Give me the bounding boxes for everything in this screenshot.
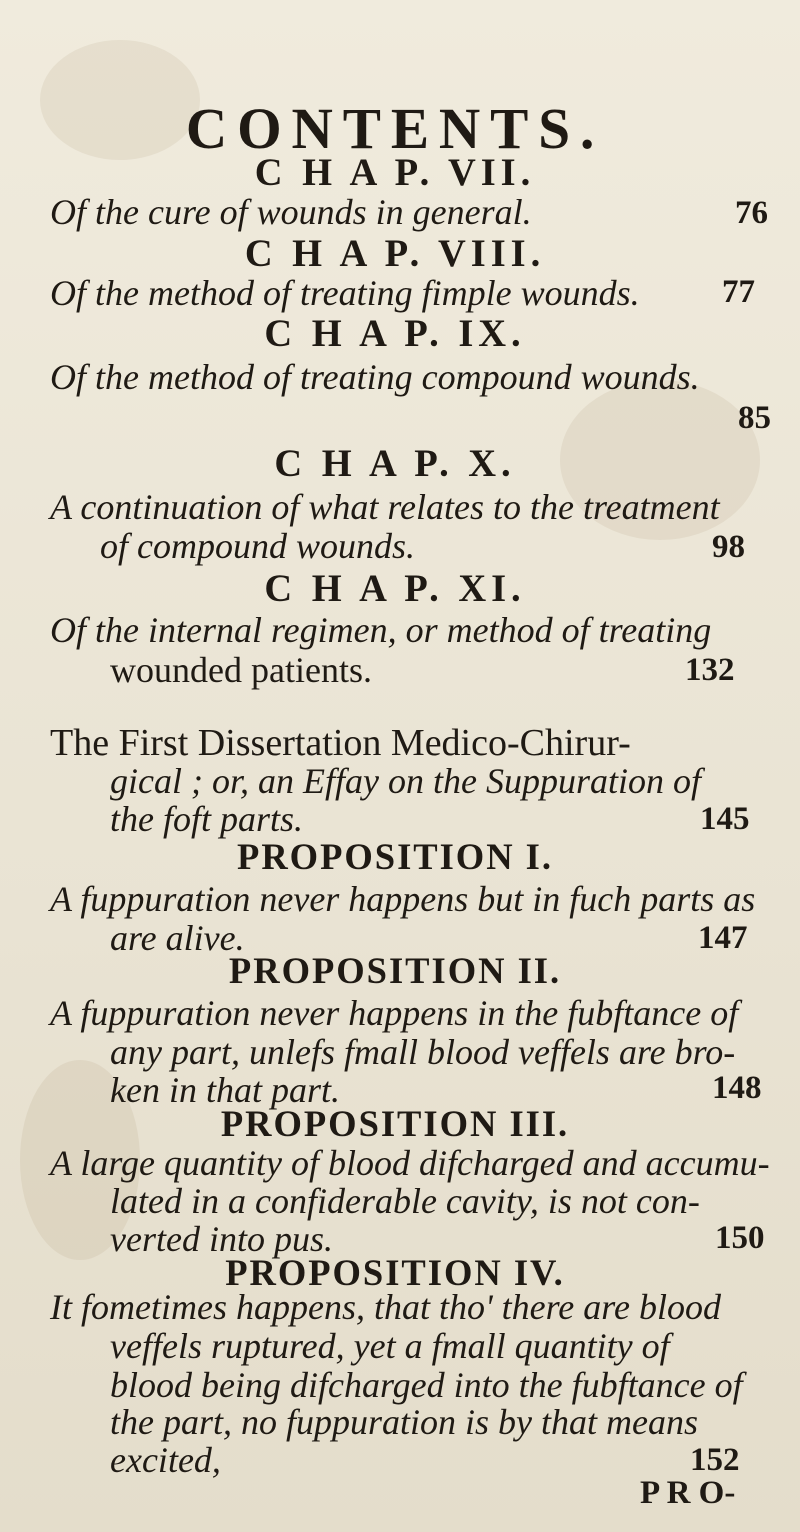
- page-number: 76: [735, 194, 768, 231]
- proposition-text-continued: verted into pus.: [110, 1218, 333, 1259]
- dissertation-title-continued: the foft parts.: [110, 798, 304, 839]
- page-number: 152: [690, 1442, 740, 1479]
- proposition-text: A large quantity of blood difcharged and accumu-: [50, 1143, 770, 1184]
- proposition-text-continued: blood being difcharged into the fubftance of: [110, 1364, 743, 1405]
- proposition-text-continued: ken in that part.: [110, 1069, 340, 1110]
- chapter-heading: C H A P. XI.: [264, 566, 526, 610]
- proposition-text: A fuppuration never happens but in fuch parts as: [50, 879, 756, 920]
- proposition-text-continued: lated in a confiderable cavity, is not con-: [110, 1181, 700, 1222]
- chapter-heading: C H A P. VII.: [254, 150, 536, 194]
- chapter-title-continued: of compound wounds.: [100, 526, 415, 567]
- chapter-heading: C H A P. VIII.: [244, 231, 546, 275]
- dissertation-title-continued: gical ; or, an Effay on the Suppuration of: [110, 761, 701, 802]
- chapter-title: Of the method of treating compound wounds.: [50, 356, 700, 397]
- proposition-text-continued: excited,: [110, 1440, 221, 1480]
- chapter-heading: C H A P. IX.: [264, 312, 526, 356]
- proposition-text-continued: the part, no fuppuration is by that means: [110, 1402, 698, 1443]
- page-number: 150: [715, 1219, 765, 1256]
- page-number: 85: [738, 400, 771, 437]
- page-number: 77: [722, 274, 755, 311]
- proposition-heading: PROPOSITION II.: [228, 951, 562, 993]
- catchword: P R O-: [640, 1475, 736, 1511]
- page-title: CONTENTS.: [185, 96, 605, 162]
- page-number: 147: [698, 919, 748, 956]
- chapter-title: Of the internal regimen, or method of treating: [50, 610, 712, 651]
- proposition-text-continued: any part, unlefs fmall blood veffels are bro-: [110, 1032, 736, 1073]
- proposition-heading: PROPOSITION IV.: [225, 1253, 565, 1295]
- page-number: 145: [700, 801, 750, 838]
- proposition-text: It fometimes happens, that tho' there are blood: [50, 1287, 721, 1328]
- chapter-title: A continuation of what relates to the treatment: [50, 486, 720, 527]
- chapter-title: Of the cure of wounds in general.: [50, 192, 532, 233]
- dissertation-title: The First Dissertation Medico-Chirur-: [50, 721, 631, 764]
- chapter-heading: C H A P. X.: [274, 442, 516, 486]
- proposition-heading: PROPOSITION I.: [237, 836, 553, 878]
- proposition-heading: PROPOSITION III.: [220, 1104, 570, 1146]
- page-number: 148: [712, 1070, 762, 1107]
- proposition-text-continued: veffels ruptured, yet a fmall quantity of: [110, 1326, 670, 1366]
- chapter-title: Of the method of treating fimple wounds.: [50, 272, 640, 313]
- proposition-text: A fuppuration never happens in the fubftance of: [50, 992, 739, 1033]
- page-number: 132: [685, 652, 735, 689]
- proposition-text-continued: are alive.: [110, 918, 245, 959]
- chapter-title-continued: wounded patients.: [110, 649, 372, 690]
- page-number: 98: [712, 528, 745, 565]
